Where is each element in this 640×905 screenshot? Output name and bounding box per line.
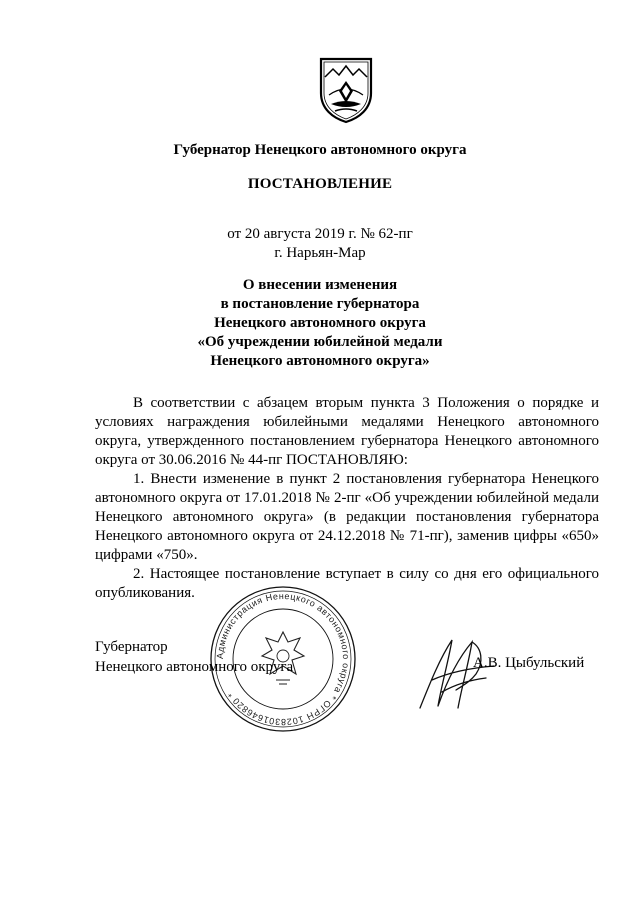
body-paragraph-item-1: 1. Внести изменение в пункт 2 постановления губернатора Ненецкого автономного округа от 17.01.2018 № 2-пг «Об учреждении юбилейной медали Ненецкого автономного округа» (в редакции постановления губернатора Ненецкого автономного округа от 24.12.2018 № 71-пг), заменив цифры «650» цифрами «750». — [95, 471, 599, 563]
subject-line: Ненецкого автономного округа» — [210, 353, 430, 369]
body-paragraph-item-2: 2. Настоящее постановление вступает в силу со дня его официального опубликования. — [95, 566, 599, 601]
coat-of-arms-icon — [317, 55, 375, 125]
document-type: ПОСТАНОВЛЕНИЕ — [247, 176, 393, 192]
document-subject — [0, 276, 640, 371]
handwritten-signature — [412, 628, 502, 718]
seal-ring-text: Администрация Ненецкого автономного округа * ОГРН 1028301646820 * — [214, 590, 352, 728]
signatory-title-line: Губернатор — [95, 639, 168, 655]
subject-line: О внесении изменения — [242, 277, 398, 293]
document-body — [95, 394, 599, 603]
organization-title: Губернатор Ненецкого автономного округа — [173, 142, 467, 158]
body-paragraph-preamble: В соответствии с абзацем вторым пункта 3 Положения о порядке и условиях награждения юбилейными медалями Ненецкого автономного округа, утвержденного постановлением губернатора Ненецкого автономного округа от 30.06.2016 № 44-пг ПОСТАНОВЛЯЮ: — [95, 395, 599, 468]
city: г. Нарьян-Мар — [274, 245, 366, 261]
date-number: от 20 августа 2019 г. № 62-пг — [227, 226, 413, 242]
date-block — [0, 225, 640, 263]
subject-line: Ненецкого автономного округа — [214, 315, 426, 331]
signatory-name: А.В. Цыбульский — [473, 655, 585, 671]
subject-line: в постановление губернатора — [220, 296, 420, 312]
subject-line: «Об учреждении юбилейной медали — [197, 334, 443, 350]
signatory-title — [95, 637, 293, 677]
signatory-title-line: Ненецкого автономного округа — [95, 659, 294, 675]
